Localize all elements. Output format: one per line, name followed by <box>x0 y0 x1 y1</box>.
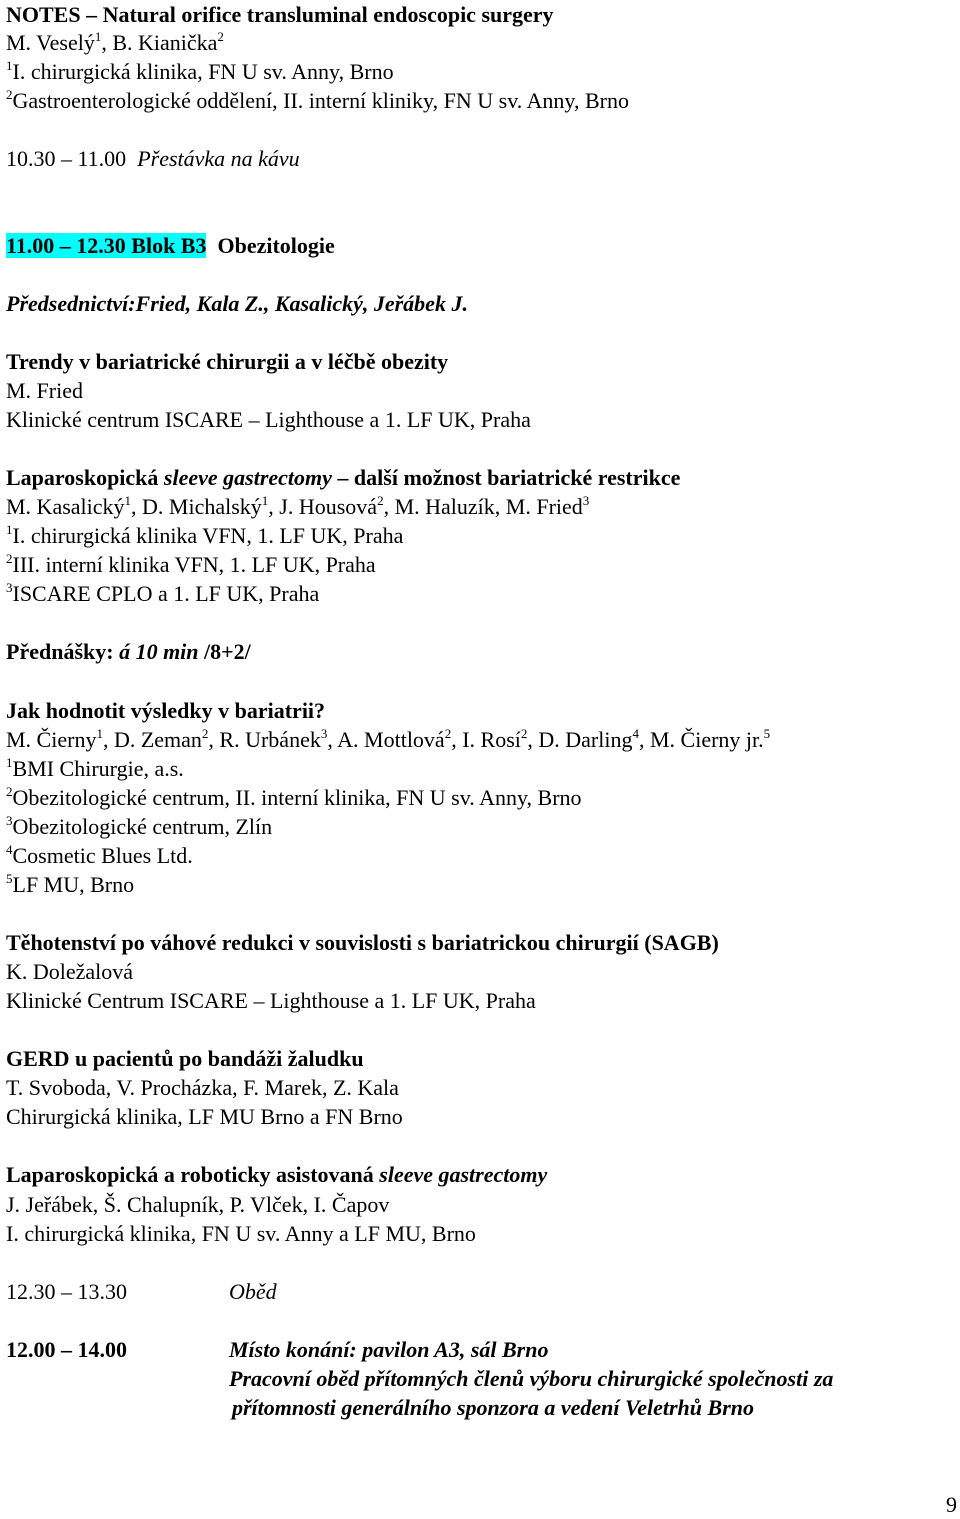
affiliation-text: LF MU, Brno <box>12 872 135 897</box>
block-topic: Obezitologie <box>217 233 335 258</box>
author-superscript: 2 <box>377 493 384 508</box>
affiliation-superscript: 2 <box>6 784 13 799</box>
lectures-label: Přednášky: <box>6 639 120 664</box>
talk-affiliation: I. chirurgická klinika, FN U sv. Anny a LF MU, Brno <box>6 1221 476 1246</box>
affiliation-superscript: 1 <box>6 58 13 73</box>
chairs-line <box>6 289 468 318</box>
affiliation-line <box>6 754 184 783</box>
affiliation-superscript: 3 <box>6 580 13 595</box>
author-superscript: 1 <box>94 29 102 44</box>
author-name: B. Kianička <box>112 30 218 55</box>
talk-title: Trendy v bariatrické chirurgii a v léčbě obezity <box>6 349 449 374</box>
break-time: 10.30 – 11.00 <box>6 146 127 171</box>
title-part: – další možnost bariatrické restrikce <box>331 465 681 490</box>
talk-affiliation: Klinické centrum ISCARE – Lighthouse a 1. LF UK, Praha <box>6 407 531 432</box>
talk-author: K. Doležalová <box>6 959 134 984</box>
talk-author: J. Jeřábek, Š. Chalupník, P. Vlček, I. Čapov <box>6 1192 390 1217</box>
author-name: M. Čierny jr. <box>649 727 764 752</box>
author-superscript: 1 <box>96 726 103 741</box>
author-name: R. Urbánek <box>219 727 321 752</box>
affiliation-text: BMI Chirurgie, a.s. <box>12 756 184 781</box>
affiliation-superscript: 1 <box>6 522 13 537</box>
author-name: M. Čierny <box>6 727 97 752</box>
session-authors: M. Veselý$^1$, B. Kianička$^2$ <box>6 29 224 55</box>
affiliation-line <box>6 783 582 812</box>
talk-author: M. Fried <box>6 378 83 403</box>
chair-label: Předsednictví: <box>6 291 136 316</box>
author-name: M. Haluzík, M. Fried <box>394 494 583 519</box>
affiliation-line <box>6 870 134 899</box>
affiliation-line <box>6 841 193 870</box>
affiliation-line <box>6 57 394 86</box>
affiliation-line <box>6 812 272 841</box>
author-name: M. Kasalický <box>6 494 125 519</box>
affiliation-superscript: 3 <box>6 813 13 828</box>
lectures-note <box>6 637 251 666</box>
meeting-place: Místo konání: pavilon A3, sál Brno <box>229 1337 549 1362</box>
affiliation-line <box>6 86 629 115</box>
affiliation-superscript: 2 <box>6 551 13 566</box>
author-superscript: 1 <box>261 493 269 508</box>
author-name: I. Rosí <box>462 727 521 752</box>
affiliation-text: Obezitologické centrum, Zlín <box>12 814 273 839</box>
lunch-time: 12.30 – 13.30 <box>6 1279 127 1304</box>
talk-affiliation: Klinické Centrum ISCARE – Lighthouse a 1. LF UK, Praha <box>6 988 536 1013</box>
title-part: Laparoskopická a roboticky asistovaná <box>6 1162 380 1187</box>
author-superscript: 4 <box>632 726 639 741</box>
affiliation-text: Cosmetic Blues Ltd. <box>12 843 193 868</box>
author-superscript: 2 <box>217 29 224 44</box>
author-superscript: 3 <box>320 726 328 741</box>
affiliation-line <box>6 579 319 608</box>
author-name: D. Michalský <box>142 494 262 519</box>
title-part: Laparoskopická <box>6 465 164 490</box>
talk-title: Těhotenství po váhové redukci v souvislosti s bariatrickou chirurgií (SAGB) <box>6 930 719 955</box>
affiliation-superscript: 5 <box>6 871 13 886</box>
coffee-break <box>6 144 300 173</box>
affiliation-line <box>6 550 376 579</box>
meeting-desc: přítomnosti generálního sponzora a vedení Veletrhů Brno <box>232 1395 754 1420</box>
break-label: Přestávka na kávu <box>137 146 300 171</box>
author-superscript: 2 <box>444 726 452 741</box>
lectures-duration: á 10 min <box>119 639 199 664</box>
talk-title: GERD u pacientů po bandáži žaludku <box>6 1046 364 1071</box>
affiliation-text: Obezitologické centrum, II. interní klinika, FN U sv. Anny, Brno <box>12 785 582 810</box>
page-number: 9 <box>946 1492 957 1517</box>
author-superscript: 2 <box>520 726 528 741</box>
affiliation-text: III. interní klinika VFN, 1. LF UK, Praha <box>12 552 376 577</box>
author-name: J. Housová <box>279 494 378 519</box>
title-part-italic: sleeve gastrectomy <box>379 1162 548 1187</box>
author-superscript: 5 <box>763 726 771 741</box>
talk-title <box>6 463 680 492</box>
author-name: D. Zeman <box>113 727 202 752</box>
affiliation-superscript: 1 <box>6 755 13 770</box>
session-title: NOTES – Natural orifice transluminal endoscopic surgery <box>6 2 554 27</box>
affiliation-text: Gastroenterologické oddělení, II. interní kliniky, FN U sv. Anny, Brno <box>12 88 630 113</box>
affiliation-text: I. chirurgická klinika, FN U sv. Anny, Brno <box>12 59 394 84</box>
chair-names: Fried, Kala Z., Kasalický, Jeřábek J. <box>135 291 468 316</box>
talk-title <box>6 1160 547 1189</box>
talk-authors: M. Kasalický$^1$, D. Michalský$^1$, J. Housová$^2$, M. Haluzík, M. Fried$^3$ <box>6 493 590 519</box>
block-header <box>6 231 335 260</box>
author-superscript: 3 <box>582 493 590 508</box>
talk-authors: M. Čierny$^1$, D. Zeman$^2$, R. Urbánek$^3$, A. Mottlová$^2$, I. Rosí$^2$, D. Darling$^4$, M. Čierny jr.$^5$ <box>6 726 771 752</box>
talk-author: T. Svoboda, V. Procházka, F. Marek, Z. Kala <box>6 1075 399 1100</box>
author-superscript: 1 <box>124 493 132 508</box>
meeting-time: 12.00 – 14.00 <box>6 1337 127 1362</box>
talk-title: Jak hodnotit výsledky v bariatrii? <box>6 698 326 723</box>
block-time-highlight: 11.00 – 12.30 Blok B3 <box>6 233 207 258</box>
author-name: M. Veselý <box>6 30 95 55</box>
lunch-label: Oběd <box>229 1279 277 1304</box>
title-part-italic: sleeve gastrectomy <box>163 465 332 490</box>
meeting-desc: Pracovní oběd přítomných členů výboru chirurgické společnosti za <box>229 1366 834 1391</box>
affiliation-text: I. chirurgická klinika VFN, 1. LF UK, Praha <box>12 523 404 548</box>
affiliation-text: ISCARE CPLO a 1. LF UK, Praha <box>12 581 320 606</box>
talk-affiliation: Chirurgická klinika, LF MU Brno a FN Brno <box>6 1104 403 1129</box>
affiliation-line <box>6 521 403 550</box>
affiliation-superscript: 4 <box>6 842 13 857</box>
lectures-split: /8+2/ <box>198 639 251 664</box>
author-name: D. Darling <box>538 727 633 752</box>
author-name: A. Mottlová <box>337 727 445 752</box>
author-superscript: 2 <box>201 726 209 741</box>
affiliation-superscript: 2 <box>6 87 13 102</box>
